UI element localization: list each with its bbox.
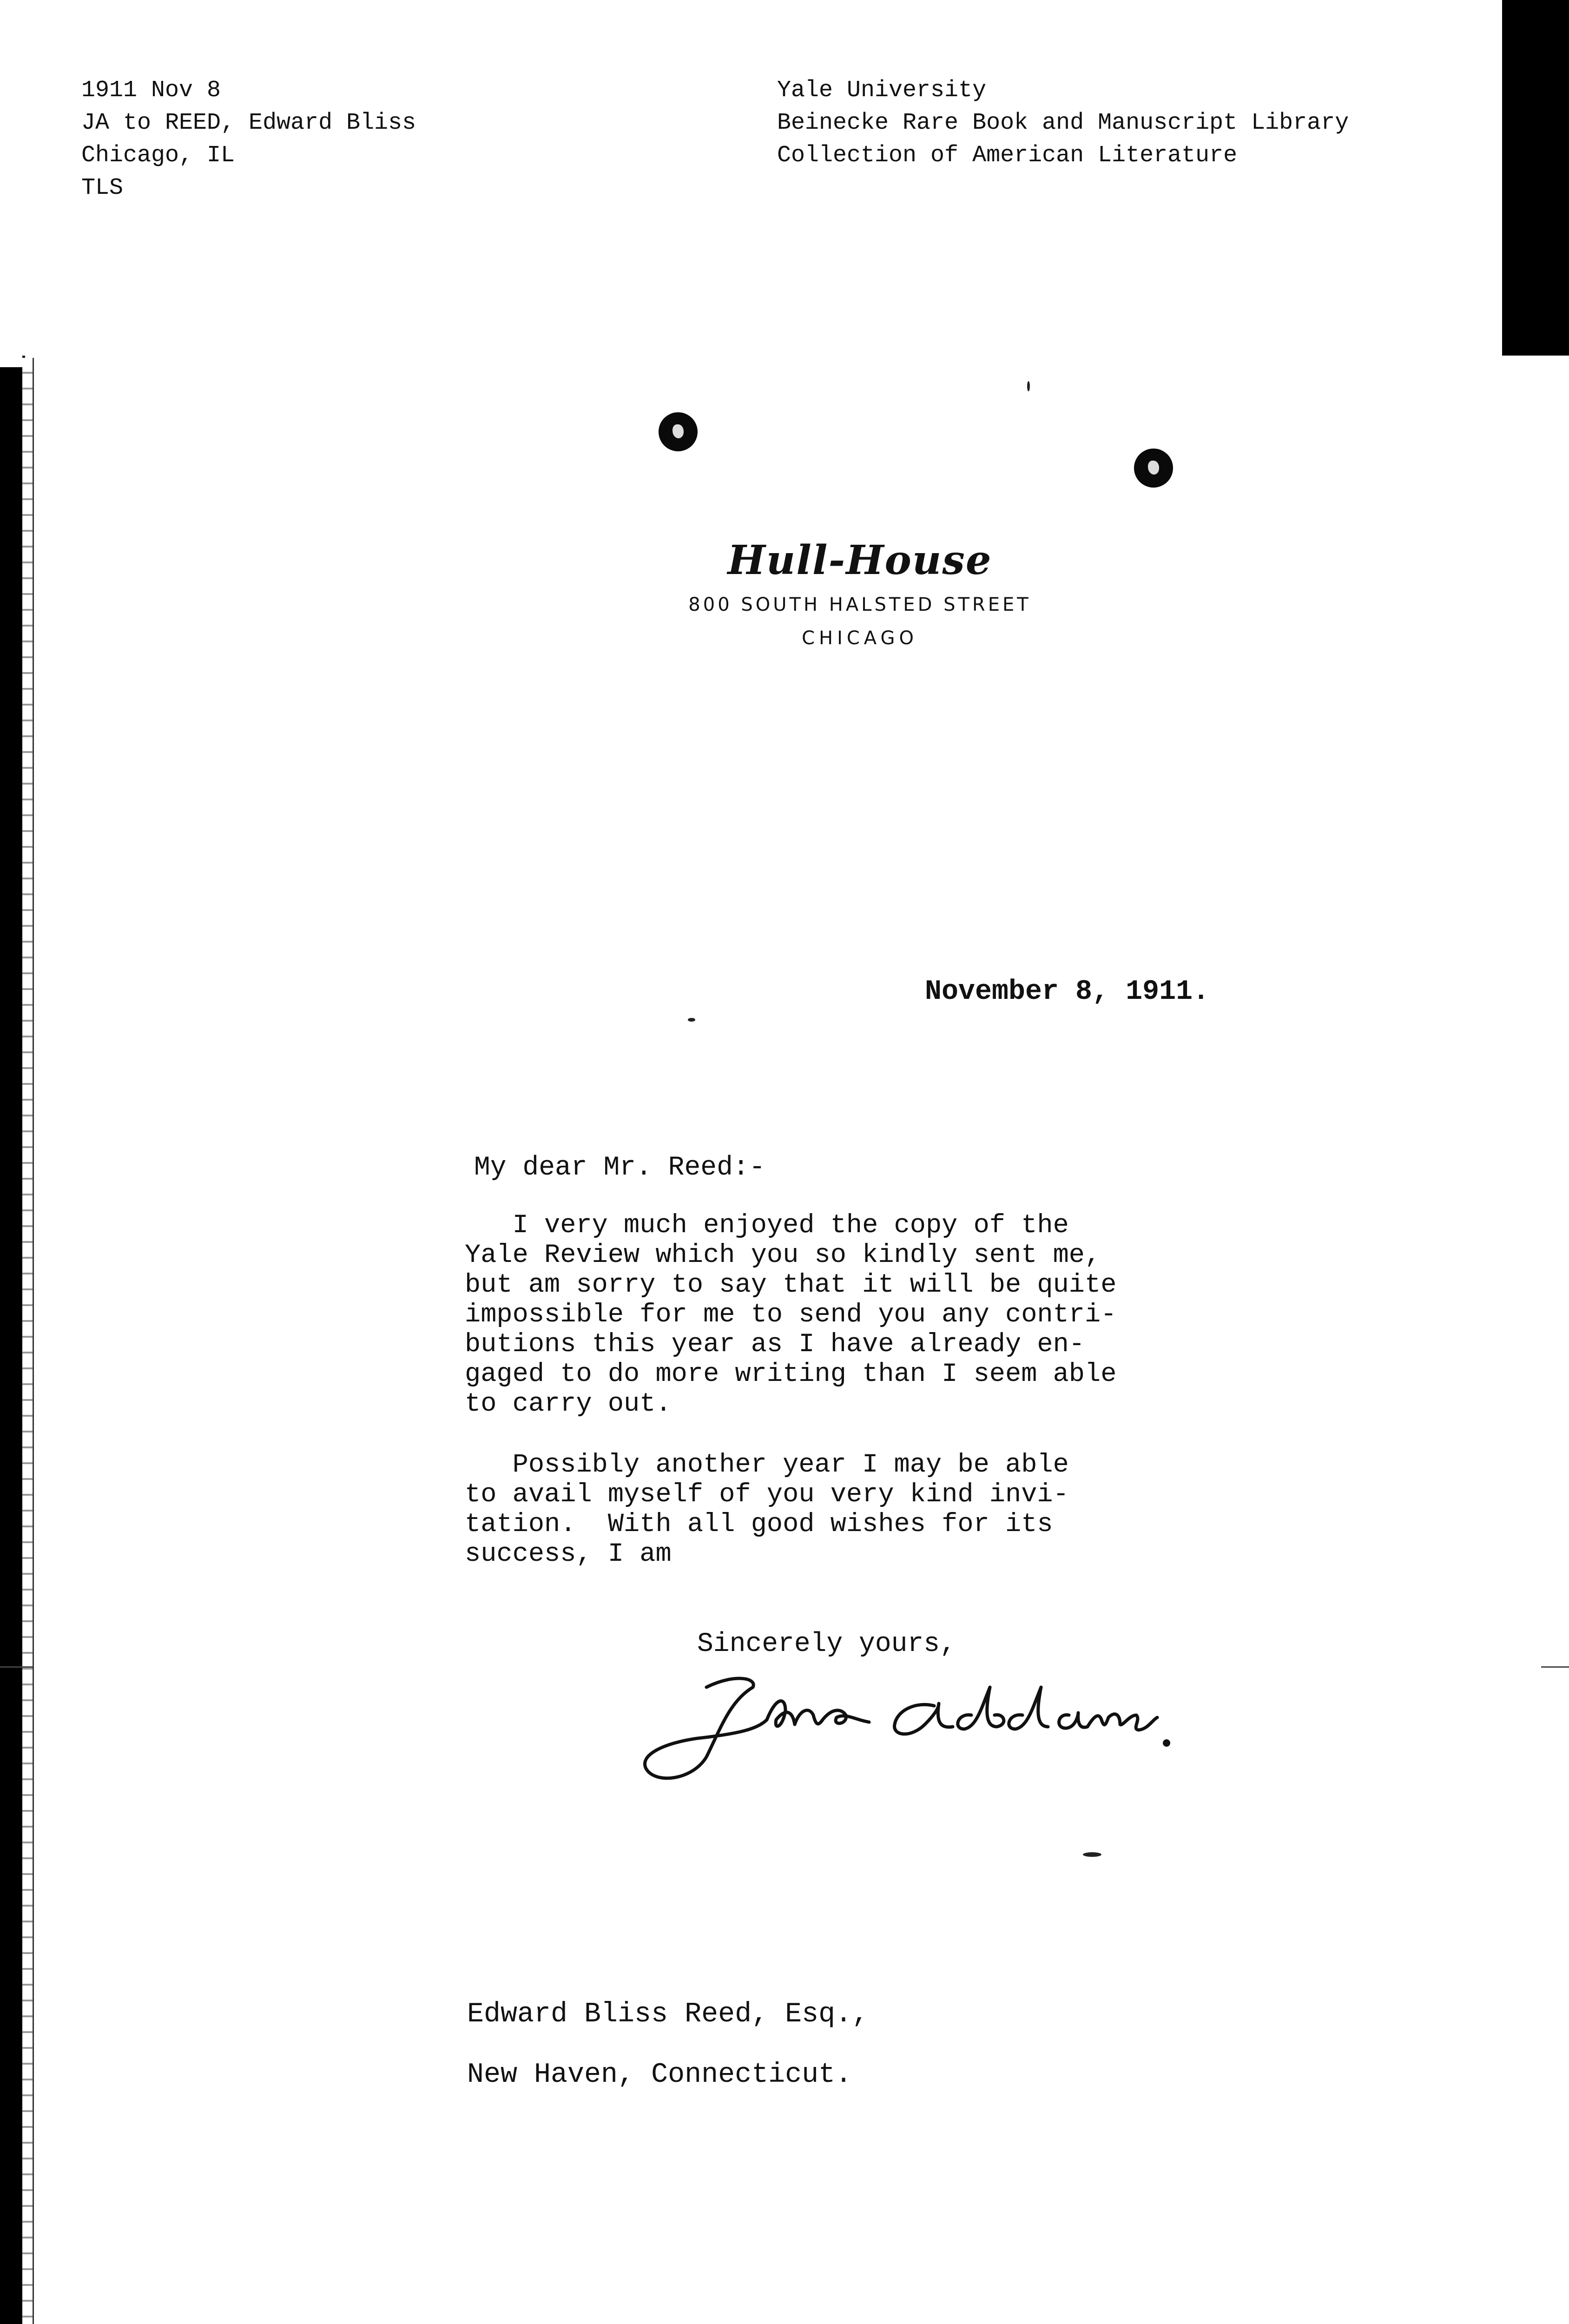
card-collection: Collection of American Literature <box>777 142 1238 169</box>
paper-speck <box>688 1018 695 1022</box>
card-institution: Yale University <box>777 77 987 104</box>
punch-hole-left-icon <box>659 412 698 451</box>
paragraph-line: butions this year as I have already en- <box>465 1330 1085 1360</box>
addressee-location: New Haven, Connecticut. <box>467 2059 852 2091</box>
paragraph-line: Yale Review which you so kindly sent me, <box>465 1241 1101 1270</box>
letterhead-city: CHICAGO <box>802 627 918 649</box>
paper-speck <box>1027 381 1030 391</box>
fold-mark-right <box>1541 1666 1569 1668</box>
letterhead-name: Hull-House <box>727 537 992 584</box>
card-record-info <box>81 74 416 205</box>
card-place: Chicago, IL <box>81 142 235 169</box>
paragraph-line: I very much enjoyed the copy of the <box>465 1211 1069 1241</box>
card-correspondents: JA to REED, Edward Bliss <box>81 110 416 136</box>
salutation: My dear Mr. Reed:- <box>474 1153 765 1183</box>
letter-date: November 8, 1911. <box>925 976 1210 1008</box>
signature <box>637 1669 1278 1789</box>
letter-paragraph-2 <box>465 1450 1069 1569</box>
paragraph-line: Possibly another year I may be able <box>465 1450 1069 1480</box>
catalog-card <box>0 0 1502 367</box>
card-library: Beinecke Rare Book and Manuscript Library <box>777 110 1349 136</box>
addressee-name: Edward Bliss Reed, Esq., <box>467 1999 869 2030</box>
card-date: 1911 Nov 8 <box>81 77 221 104</box>
card-repository-info <box>777 74 1349 172</box>
fold-mark-left <box>0 1666 33 1668</box>
paper-edge-strip <box>22 358 34 2324</box>
paragraph-line: tation. With all good wishes for its <box>465 1510 1053 1539</box>
letter-paragraph-1 <box>465 1211 1116 1419</box>
paragraph-line: to avail myself of you very kind invi- <box>465 1480 1069 1510</box>
paragraph-line: impossible for me to send you any contri- <box>465 1300 1117 1330</box>
paragraph-line: to carry out. <box>465 1389 672 1419</box>
closing: Sincerely yours, <box>697 1629 956 1659</box>
card-type: TLS <box>81 175 124 201</box>
paper-speck <box>1083 1852 1101 1857</box>
paragraph-line: but am sorry to say that it will be quite <box>465 1270 1117 1300</box>
letterhead-address: 800 SOUTH HALSTED STREET <box>688 594 1031 615</box>
paragraph-line: success, I am <box>465 1539 672 1569</box>
punch-hole-right-icon <box>1134 449 1173 488</box>
paragraph-line: gaged to do more writing than I seem able <box>465 1360 1117 1389</box>
